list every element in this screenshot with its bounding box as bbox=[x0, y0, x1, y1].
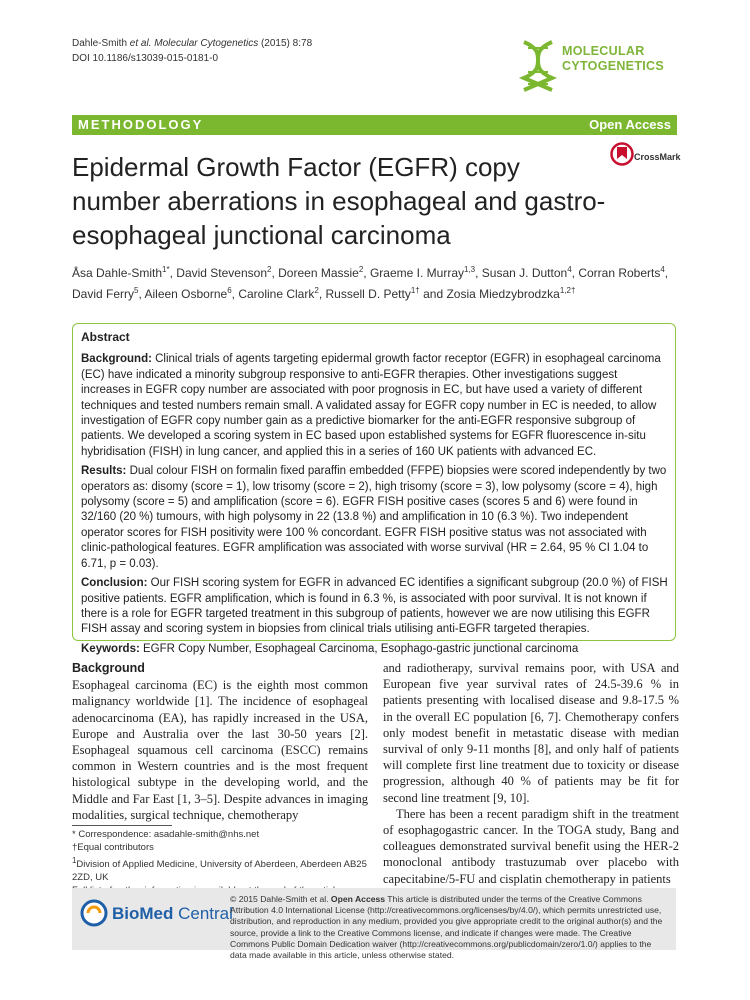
background-heading: Background bbox=[72, 661, 145, 675]
author-affiliation-sup: 2 bbox=[267, 265, 272, 274]
affiliation-note bbox=[72, 854, 368, 884]
author-list: Åsa Dahle-Smith$^{1*}$, David Stevenson$^2$, Doreen Massie$^2$, Graeme I. Murray$^{1,3}$, Susan J. Dutton$^4$, Corran Roberts$^4$, David Ferry$^5$, Aileen Osborne$^6$, Caroline Clark$^2$, Russell D. Petty$^{1\dagger}$ and Zosia Miedzybrodzka$^{1,2\dagger}$ bbox=[72, 265, 669, 301]
abstract-heading: Abstract bbox=[81, 330, 130, 344]
open-access-bold: Open Access bbox=[330, 894, 386, 904]
author-name: Caroline Clark bbox=[238, 287, 315, 301]
biomed-logo-central: Central bbox=[173, 904, 233, 923]
author-name: Russell D. Petty bbox=[325, 287, 411, 301]
body-paragraph-1: Esophageal carcinoma (EC) is the eighth most common malignancy worldwide [1]. The incidence of esophageal adenocarcinoma (EA), has rapidly increased in the USA, Europe and Australia over the last 30-50 years [2]. Esophageal squamous cell carcinoma (ESCC) remains common in Western countries and is the most frequent histological subtype in the developing world, and the Middle and Far East [1, 3–5]. Despite advances in imaging modalities, surgical technique, chemotherapy bbox=[72, 678, 368, 822]
author-name: Susan J. Dutton bbox=[481, 266, 568, 280]
correspondence-note: * Correspondence: asadahle-smith@nhs.net bbox=[72, 829, 260, 840]
author-affiliation-sup: 4 bbox=[567, 265, 572, 274]
citation-volume: (2015) 8:78 bbox=[258, 38, 313, 49]
results-label: Results: bbox=[81, 465, 127, 478]
crossmark-icon bbox=[610, 142, 634, 168]
abstract-box bbox=[72, 323, 676, 655]
author-name: Aileen Osborne bbox=[144, 287, 228, 301]
abstract-results bbox=[81, 464, 669, 572]
author-name: David Stevenson bbox=[176, 266, 268, 280]
journal-logo bbox=[518, 40, 678, 92]
logo-line-2: CYTOGENETICS bbox=[562, 59, 664, 73]
article-title: Epidermal Growth Factor (EGFR) copy number aberrations in esophageal and gastro-esophageal junctional carcinoma bbox=[72, 152, 606, 250]
author-and: and bbox=[423, 287, 444, 301]
biomed-logo-bold: BioMed bbox=[112, 904, 174, 923]
biomed-logo-text bbox=[112, 904, 233, 923]
biomed-central-logo bbox=[80, 898, 233, 928]
logo-line-1: MOLECULAR bbox=[562, 44, 645, 58]
citation-journal: et al. Molecular Cytogenetics bbox=[127, 38, 259, 49]
abstract-background bbox=[81, 352, 669, 460]
doi-text: DOI 10.1186/s13039-015-0181-0 bbox=[72, 53, 219, 64]
background-label: Background: bbox=[81, 353, 152, 366]
body-column-right bbox=[383, 660, 679, 887]
affiliation-sup: 1 bbox=[72, 856, 77, 865]
body-paragraph-3: There has been a recent paradigm shift in the treatment of esophagogastric cancer. In the TOGA study, Bang and colleagues demonstrated survival benefit using the HER-2 monoclonal antibody trastuzumab over placebo with capecitabine/5-FU and cisplatin chemotherapy in patients bbox=[383, 806, 679, 886]
body-paragraph-2: and radiotherapy, survival remains poor, with USA and European five year survival rates of 24.5-39.6 % in patients presenting with localised disease and 9.8-17.5 % in the overall EC population [6, 7]. Chemotherapy confers only modest benefit in metastatic disease with median survival of only 9-11 months [8], and only half of patients will complete first line treatment due to toxicity or disease progression, although 40 % of patients may be fit for second line treatment [9, 10]. bbox=[383, 661, 679, 805]
author-name: Doreen Massie bbox=[278, 266, 359, 280]
crossmark-label: CrossMark bbox=[634, 152, 681, 162]
footnote-divider bbox=[72, 825, 172, 826]
article-type-label: METHODOLOGY bbox=[78, 117, 204, 132]
section-bar bbox=[72, 115, 677, 135]
license-body: This article is distributed under the terms of the Creative Commons Attribution 4.0 International License (http://creativecommons.org/licenses/by/4.0/), which permits unrestricted use, distribution, and reproduction in any medium, provided you give appropriate credit to the original author(s) and the source, provide a link to the Creative Commons license, and indicate if changes were made. The Creative Commons Public Domain Dedication waiver (http://creativecommons.org/publicdomain/zero/1.0/) applies to the data made available in this article, unless otherwise stated. bbox=[230, 894, 663, 961]
affiliation-text: Division of Applied Medicine, University of Aberdeen, Aberdeen AB25 2ZD, UK bbox=[72, 859, 367, 884]
author-affiliation-sup: 1,3 bbox=[464, 265, 476, 274]
body-column-left bbox=[72, 660, 368, 823]
crossmark-badge[interactable] bbox=[610, 142, 682, 168]
conclusion-text: Our FISH scoring system for EGFR in advanced EC identifies a significant subgroup (20.0 %) of FISH positive patients. EGFR amplification, which is found in 6.3 %, is associated with poor survival. It is not known if there is a role for EGFR targeted treatment in this subgroup of patients, however we are now utilising this EGFR FISH assay and scoring system in biopsies from clinical trials utilising anti-EGFR targeted therapies. bbox=[81, 577, 668, 636]
biomed-central-icon bbox=[80, 898, 233, 928]
abstract-keywords bbox=[81, 642, 669, 657]
author-affiliation-sup: 5 bbox=[134, 286, 139, 295]
dna-helix-icon bbox=[518, 40, 558, 92]
author-affiliation-sup: 2 bbox=[358, 265, 364, 274]
author-affiliation-sup: 4 bbox=[660, 265, 665, 274]
citation-header bbox=[72, 36, 312, 66]
author-affiliation-sup: 2 bbox=[314, 286, 319, 295]
footnotes bbox=[72, 828, 368, 897]
author-affiliation-sup: 1* bbox=[162, 265, 170, 274]
copyright-text: © 2015 Dahle-Smith et al. bbox=[230, 894, 331, 904]
citation-authors: Dahle-Smith bbox=[72, 38, 128, 49]
author-affiliation-sup: 1† bbox=[410, 286, 420, 295]
abstract-conclusion bbox=[81, 576, 669, 638]
author-name: Graeme I. Murray bbox=[369, 266, 464, 280]
keywords-text: EGFR Copy Number, Esophageal Carcinoma, Esophago-gastric junctional carcinoma bbox=[139, 642, 579, 655]
author-affiliation-sup: 1,2† bbox=[559, 286, 576, 295]
conclusion-label: Conclusion: bbox=[81, 577, 148, 590]
keywords-label: Keywords: bbox=[81, 642, 140, 655]
open-access-label: Open Access bbox=[589, 117, 671, 132]
author-name: Corran Roberts bbox=[578, 266, 661, 280]
author-name: Zosia Miedzybrodzka bbox=[446, 287, 560, 301]
author-name: David Ferry bbox=[72, 287, 135, 301]
background-text: Clinical trials of agents targeting epidermal growth factor receptor (EGFR) in esophageal carcinoma (EC) have indicated a minority subgroup responsive to anti-EGFR therapies. Other investigations suggest increases in EGFR copy number are associated with poor prognosis in EC, but have used a variety of different techniques and tested numbers remain small. A validated assay for EGFR copy number in EC is needed, to allow investigation of EGFR copy number gain as a predictive biomarker for the anti-EGFR responsive subgroup of patients. We developed a scoring system in EC based upon established systems for EGFR fluorescence in-situ hybridisation (FISH) in lung cancer, and applied this in a series of 160 UK patients with advanced EC. bbox=[81, 353, 661, 458]
license-text bbox=[230, 894, 670, 961]
author-affiliation-sup: 6 bbox=[227, 286, 232, 295]
equal-contributors-note: †Equal contributors bbox=[72, 842, 154, 853]
results-text: Dual colour FISH on formalin fixed paraffin embedded (FFPE) biopsies were scored independently by two operators as: disomy (score = 1), low trisomy (score = 2), high trisomy (score = 3), low polysomy (score = 4), high polysomy (score = 5) and amplification (score = 6). EGFR FISH positive cases (scores 5 and 6) were found in 32/160 (20 %) tumours, with high polysomy in 22 (13.8 %) and amplification in 10 (6.3 %). Two independent operator scores for FISH positivity were 100 % concordant. EGFR FISH positive status was not associated with clinic-pathological features. EGFR amplification was associated with worse survival (HR = 2.64, 95 % CI 1.04 to 6.71, p = 0.03). bbox=[81, 465, 667, 570]
author-name: Åsa Dahle-Smith bbox=[72, 266, 163, 280]
